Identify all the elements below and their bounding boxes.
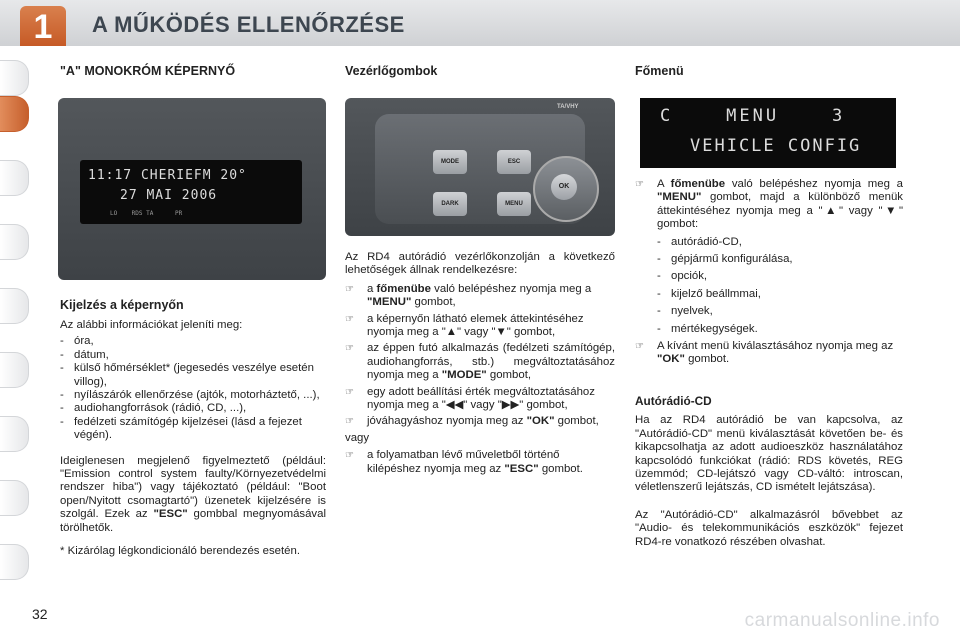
radio-cd-subheading: Autórádió-CD <box>635 393 712 408</box>
side-tab-active[interactable] <box>0 96 29 132</box>
chapter-number-tab: 1 <box>20 6 66 46</box>
side-chapter-tabs <box>0 60 30 620</box>
col2-heading: Vezérlőgombok <box>345 64 438 78</box>
text: a folyamatban lévő műveletből történő kilépéshez nyomja meg az <box>367 449 560 475</box>
radio-cd-paragraph-2: Az "Autórádió-CD" alkalmazásról bővebbet az "Audio- és telekommunikációs eszközök" fejezet RD4-re vonatkozó részében olvashat. <box>635 508 903 548</box>
paragraph-text: Ideiglenesen megjelenő figyelmeztető (például: "Emission control system faulty/Környezetvédelmi rendszer hiba") vagy tájékoztató (például: "Boot open/Nyitott csomagtartó") üzenetek kijelzésére is szolgál. Ezek az <box>60 454 326 521</box>
pointing-hand-icon: ☞ <box>635 179 644 190</box>
list-item <box>345 449 615 476</box>
lcd-screen <box>80 160 302 224</box>
text: A <box>657 178 664 190</box>
side-tab[interactable] <box>0 60 29 96</box>
list-item: - fedélzeti számítógép kijelzései (lásd a fejezet végén). <box>60 415 302 442</box>
menu-option-text: nyelvek, <box>671 305 713 318</box>
radio-cd-paragraph-1: Ha az RD4 autórádió be van kapcsolva, az "Autórádió-CD" menü kiválasztását követően be- és kikapcsolhatja az adott audioeszköz használatához kapcsolódó funkciókat (rádió: RDS követés, REG üzemmód; CD-lejátszó vagy CD-váltó: introscan, véletlenszerű lejátszás, CD ismételt lejátszása). <box>635 414 903 494</box>
list-item <box>635 340 903 367</box>
ta-label: TA/VHY <box>557 104 579 110</box>
ok-button[interactable]: OK <box>551 174 577 200</box>
col1-text <box>60 319 326 559</box>
pointing-hand-icon: ☞ <box>635 341 644 353</box>
mode-key-label: "MODE" <box>441 369 487 382</box>
col1-intro: Az alábbi információkat jeleníti meg: <box>60 319 243 331</box>
pointing-hand-icon: ☞ <box>345 343 354 355</box>
menu-option: - nyelvek, <box>657 305 713 318</box>
display-subheading: Kijelzés a képernyőn <box>60 298 184 312</box>
side-tab[interactable] <box>0 352 29 388</box>
list-item-text: dátum, <box>74 348 109 361</box>
list-item: - külső hőmérséklet* (jegesedés veszélye esetén villog), <box>60 362 314 388</box>
menu-lcd-line-2: VEHICLE CONFIG <box>690 136 862 156</box>
paragraph-end: gombbal megnyomásával törölhetők. <box>60 508 326 534</box>
text: az éppen futó alkalmazás (fedélzeti számítógép, audiohangforrás, stb.) megváltoztatásához nyomja meg a <box>367 342 615 382</box>
list-item-text: óra, <box>74 335 94 348</box>
text: gombot. <box>541 462 583 475</box>
page-title: A MŰKÖDÉS ELLENŐRZÉSE <box>92 12 405 37</box>
main-menu-screen <box>640 98 896 168</box>
pointing-hand-icon: ☞ <box>345 386 354 398</box>
page-number: 32 <box>32 606 48 622</box>
watermark: carmanualsonline.info <box>744 610 940 631</box>
text: a <box>367 282 374 295</box>
col2-intro: Az RD4 autórádió vezérlőkonzolján a következő lehetőségek állnak rendelkezésre: <box>345 251 615 277</box>
text: jóváhagyáshoz nyomja meg az <box>367 415 524 428</box>
list-item-text: külső hőmérséklet* (jegesedés veszélye esetén villog), <box>74 362 314 388</box>
pointing-hand-icon: ☞ <box>345 416 354 428</box>
monochrome-display-photo <box>58 98 326 280</box>
side-tab[interactable] <box>0 416 29 452</box>
text: való belépéshez nyomja meg a <box>434 282 592 295</box>
list-item <box>345 386 615 413</box>
col3-heading: Főmenü <box>635 64 684 78</box>
menu-key-label: "MENU" <box>657 191 702 204</box>
list-item-text: nyílászárók ellenőrzése (ajtók, motorháztető, ...), <box>74 389 320 402</box>
text: gombot, <box>414 296 456 309</box>
list-item: - audiohangforrások (rádió, CD, ...), <box>60 402 247 415</box>
list-item: - óra, <box>60 335 94 348</box>
text: gombot, <box>557 415 599 428</box>
menu-option-text: gépjármű konfigurálása, <box>671 253 793 266</box>
list-item-text: audiohangforrások (rádió, CD, ...), <box>74 402 247 415</box>
mode-button[interactable]: MODE <box>433 150 467 174</box>
side-tab[interactable] <box>0 480 29 516</box>
text-bold: főmenübe <box>670 178 726 190</box>
menu-option: - autórádió-CD, <box>657 235 742 248</box>
text-bold: főmenübe <box>376 282 431 295</box>
text: gombot. <box>688 353 730 366</box>
col1-heading: "A" MONOKRÓM KÉPERNYŐ <box>60 64 236 78</box>
dark-button[interactable]: DARK <box>433 192 467 216</box>
list-item <box>345 313 615 340</box>
menu-option: - mértékegységek. <box>657 322 758 335</box>
lcd-line-1: 11:17 CHERIEFM 20° <box>88 168 247 183</box>
pointing-hand-icon: ☞ <box>345 283 354 295</box>
esc-key-label: "ESC" <box>504 462 539 475</box>
col3-text <box>635 178 903 549</box>
footnote: * Kizárólag légkondicionáló berendezés esetén. <box>60 545 300 558</box>
side-tab[interactable] <box>0 160 29 196</box>
ok-key-label: "OK" <box>657 353 685 366</box>
menu-option: - kijelző beállmmai, <box>657 287 761 300</box>
esc-button[interactable]: ESC <box>497 150 531 174</box>
list-item-text: fedélzeti számítógép kijelzései (lásd a fejezet végén). <box>74 415 302 442</box>
menu-lcd-line-1: C MENU 3 <box>660 106 846 126</box>
text: gombot, majd a különböző menük áttekintéséhez nyomja meg a "▲" vagy "▼" gombot: <box>657 191 903 231</box>
text: a képernyőn látható elemek áttekintéséhez nyomja meg a "▲" vagy "▼" gombot, <box>367 312 584 339</box>
list-item <box>635 178 903 232</box>
side-tab[interactable] <box>0 224 29 260</box>
list-item <box>345 415 615 428</box>
menu-option-text: opciók, <box>671 270 708 283</box>
col2-text <box>345 251 615 479</box>
menu-option-text: kijelző beállmmai, <box>671 287 761 300</box>
menu-option-text: mértékegységek. <box>671 322 758 335</box>
text: egy adott beállítási érték megváltoztatásához nyomja meg a "◀◀" vagy "▶▶" gombot, <box>367 385 595 412</box>
list-item <box>345 283 615 310</box>
or-text: vagy <box>345 431 370 444</box>
pointing-hand-icon: ☞ <box>345 450 354 462</box>
col1-paragraph <box>60 455 326 535</box>
lcd-line-2: 27 MAI 2006 <box>120 188 218 203</box>
menu-option: - gépjármű konfigurálása, <box>657 253 793 266</box>
menu-button[interactable]: MENU <box>497 192 531 216</box>
list-item <box>345 342 615 382</box>
menu-option: - opciók, <box>657 270 708 283</box>
control-panel-photo <box>345 98 615 236</box>
menu-option-text: autórádió-CD, <box>671 235 742 248</box>
side-tab[interactable] <box>0 288 29 324</box>
esc-key-label: "ESC" <box>153 508 188 521</box>
pointing-hand-icon: ☞ <box>345 313 354 325</box>
text: való belépéshez nyomja meg a <box>731 178 903 190</box>
side-tab[interactable] <box>0 544 29 580</box>
list-item: - dátum, <box>60 348 109 361</box>
text: gombot, <box>489 369 532 382</box>
menu-key-label: "MENU" <box>367 296 412 309</box>
ok-key-label: "OK" <box>526 415 555 428</box>
lcd-indicators: LO RDS TA PR <box>110 210 183 217</box>
text: A kívánt menü kiválasztásához nyomja meg az <box>657 340 894 353</box>
list-item: - nyílászárók ellenőrzése (ajtók, motorháztető, ...), <box>60 389 320 402</box>
